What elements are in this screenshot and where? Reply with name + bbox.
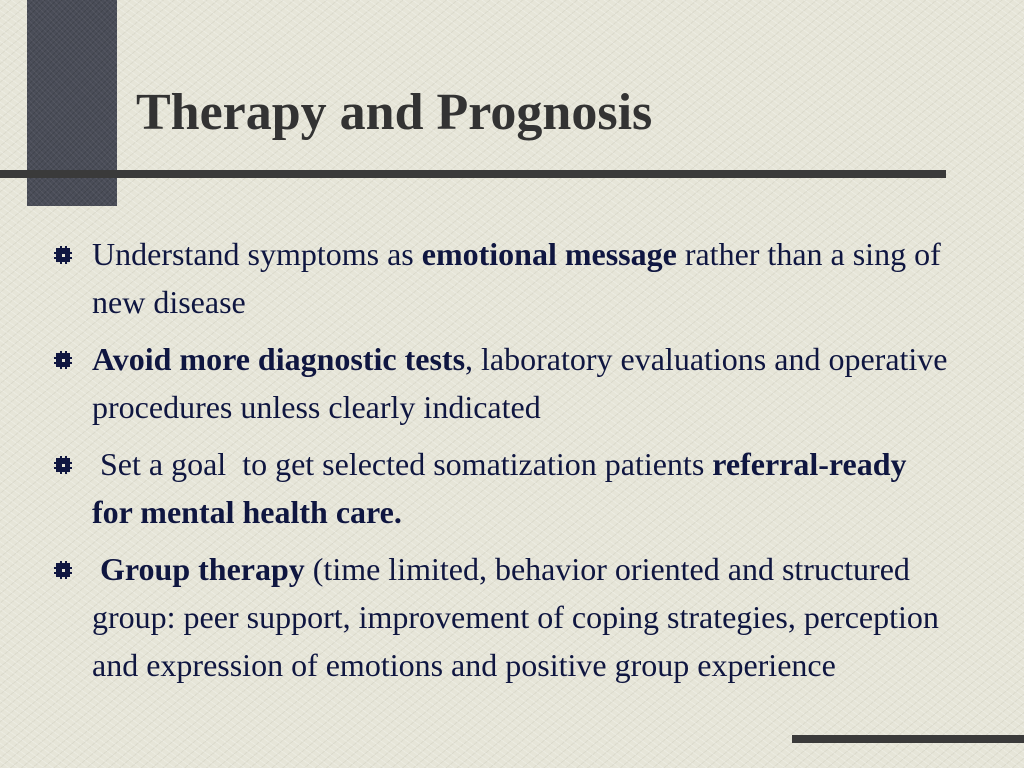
title-underline-rule <box>0 170 946 178</box>
bullet-text <box>92 236 941 320</box>
bullet-emphasis: Group therapy <box>92 551 305 587</box>
bullet-list <box>54 230 954 698</box>
bullet-text-part: Set a goal to get selected somatization patients <box>92 446 713 482</box>
bullet-text-part: rather than a sing of new disease <box>92 236 941 320</box>
bullet-emphasis: referral-ready for mental health care. <box>92 446 907 530</box>
hash-square-bullet-icon <box>54 456 72 474</box>
bullet-item <box>54 230 954 326</box>
hash-square-bullet-icon <box>54 351 72 369</box>
bullet-text-part: (time limited, behavior oriented and structured group: peer support, improvement of coping strategies, perception and expression of emotions and positive group experience <box>92 551 939 683</box>
bullet-text <box>92 446 907 530</box>
bullet-text <box>92 341 948 425</box>
bullet-item <box>54 440 954 536</box>
bullet-emphasis: emotional message <box>421 236 677 272</box>
bullet-emphasis: Avoid more diagnostic tests <box>92 341 466 377</box>
bullet-item <box>54 335 954 431</box>
hash-square-bullet-icon <box>54 246 72 264</box>
bullet-text <box>92 551 939 683</box>
hash-square-bullet-icon <box>54 561 72 579</box>
slide-title: Therapy and Prognosis <box>136 84 653 141</box>
bullet-text-part: Understand symptoms as <box>92 236 422 272</box>
bullet-text-part: , laboratory evaluations and operative procedures unless clearly indicated <box>92 341 948 425</box>
bottom-decorative-rule <box>792 735 1024 743</box>
bullet-item <box>54 545 954 689</box>
